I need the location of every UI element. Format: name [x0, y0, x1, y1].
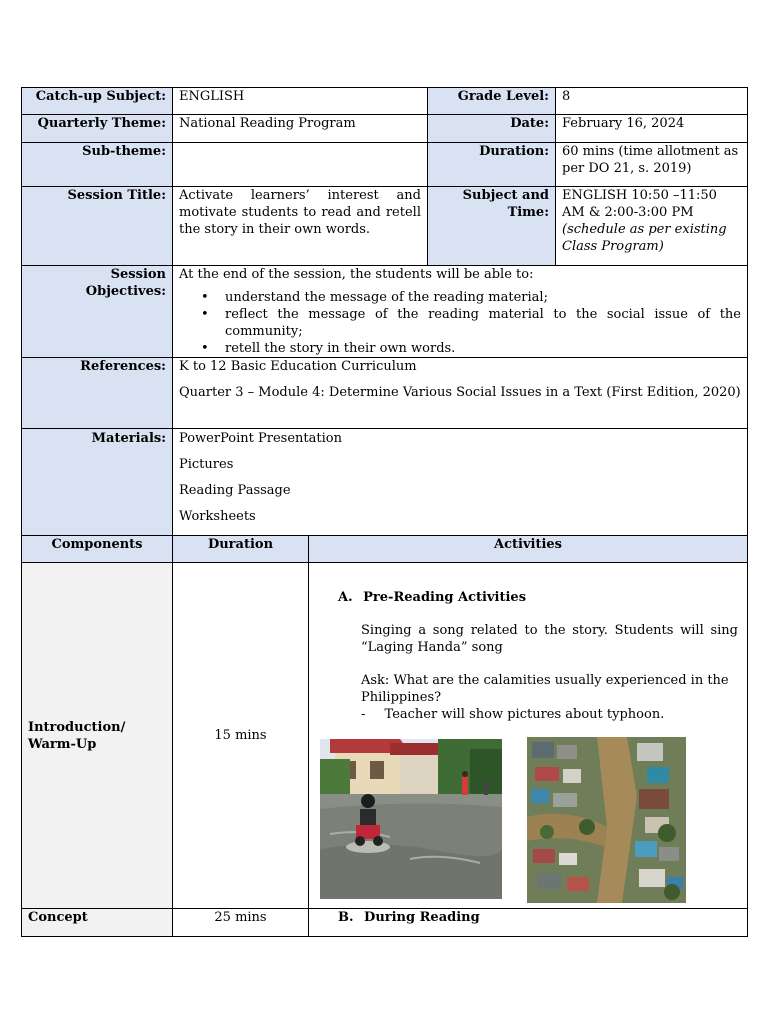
activity-paragraph: Ask: What are the calamities usually experienced in the Philippines?	[361, 673, 729, 705]
bullet-icon: •	[201, 290, 209, 305]
section-title: During Reading	[364, 910, 480, 925]
activity-paragraph: Singing a song related to the story. Students will sing “Laging Handa” song	[361, 623, 738, 655]
duration-introduction: 15 mins	[173, 563, 309, 909]
components-header: Components	[22, 536, 173, 563]
subtheme-value	[173, 143, 428, 187]
session-title-label: Session Title:	[22, 187, 173, 266]
objective-item: • retell the story in their own words.	[201, 341, 456, 356]
section-marker: B.	[338, 910, 354, 925]
objectives-label: Session Objectives:	[22, 266, 173, 358]
subject-time-cell	[556, 187, 748, 266]
objective-item: • reflect the message of the reading material to the social issue of the community;	[201, 307, 741, 339]
materials-cell	[173, 429, 748, 536]
section-title: Pre-Reading Activities	[363, 590, 527, 605]
pre-reading-heading	[338, 589, 738, 606]
reference-item: Quarter 3 – Module 4: Determine Various Social Issues in a Text (First Edition, 2020)	[179, 385, 741, 400]
pre-reading-section	[338, 589, 738, 723]
session-info-table	[21, 87, 748, 536]
objectives-intro: At the end of the session, the students will be able to:	[179, 267, 534, 282]
aerial-flood-photo	[527, 737, 686, 903]
bullet-icon: •	[201, 307, 209, 322]
material-item: Pictures	[179, 457, 234, 472]
component-concept: Concept	[22, 909, 173, 937]
references-cell	[173, 358, 748, 429]
subject-time-value: ENGLISH 10:50 –11:50 AM & 2:00-3:00 PM	[562, 188, 717, 220]
component-introduction: Introduction/ Warm-Up	[22, 563, 173, 909]
date-value: February 16, 2024	[556, 115, 748, 143]
during-reading-heading	[338, 909, 480, 926]
grade-label: Grade Level:	[428, 88, 556, 115]
material-item: PowerPoint Presentation	[179, 431, 342, 446]
flooded-street-photo	[320, 739, 502, 899]
reference-item: K to 12 Basic Education Curriculum	[179, 359, 417, 374]
duration-label: Duration:	[428, 143, 556, 187]
subject-label: Catch-up Subject:	[22, 88, 173, 115]
subject-time-note: (schedule as per existing Class Program)	[562, 222, 727, 254]
subtheme-label: Sub-theme:	[22, 143, 173, 187]
material-item: Reading Passage	[179, 483, 291, 498]
objectives-list	[179, 289, 741, 357]
duration-header: Duration	[173, 536, 309, 563]
aerial-flood-image	[527, 737, 686, 903]
activity-dash-item: - Teacher will show pictures about typhoon.	[361, 707, 665, 722]
dash-marker: -	[361, 707, 366, 722]
objectives-cell	[173, 266, 748, 358]
date-label: Date:	[428, 115, 556, 143]
subject-value: ENGLISH	[173, 88, 428, 115]
theme-label: Quarterly Theme:	[22, 115, 173, 143]
activities-header: Activities	[309, 536, 748, 563]
theme-value: National Reading Program	[173, 115, 428, 143]
bullet-icon: •	[201, 341, 209, 356]
objective-item: • understand the message of the reading material;	[201, 290, 548, 305]
section-marker: A.	[338, 590, 353, 605]
flooded-street-image	[320, 739, 502, 899]
session-title-value: Activate learners’ interest and motivate students to read and retell the story in their own words.	[173, 187, 428, 266]
materials-label: Materials:	[22, 429, 173, 536]
grade-value: 8	[556, 88, 748, 115]
duration-concept: 25 mins	[173, 909, 309, 937]
subject-time-label: Subject and Time:	[428, 187, 556, 266]
duration-value: 60 mins (time allotment as per DO 21, s. 2019)	[556, 143, 748, 187]
references-label: References:	[22, 358, 173, 429]
material-item: Worksheets	[179, 509, 256, 524]
